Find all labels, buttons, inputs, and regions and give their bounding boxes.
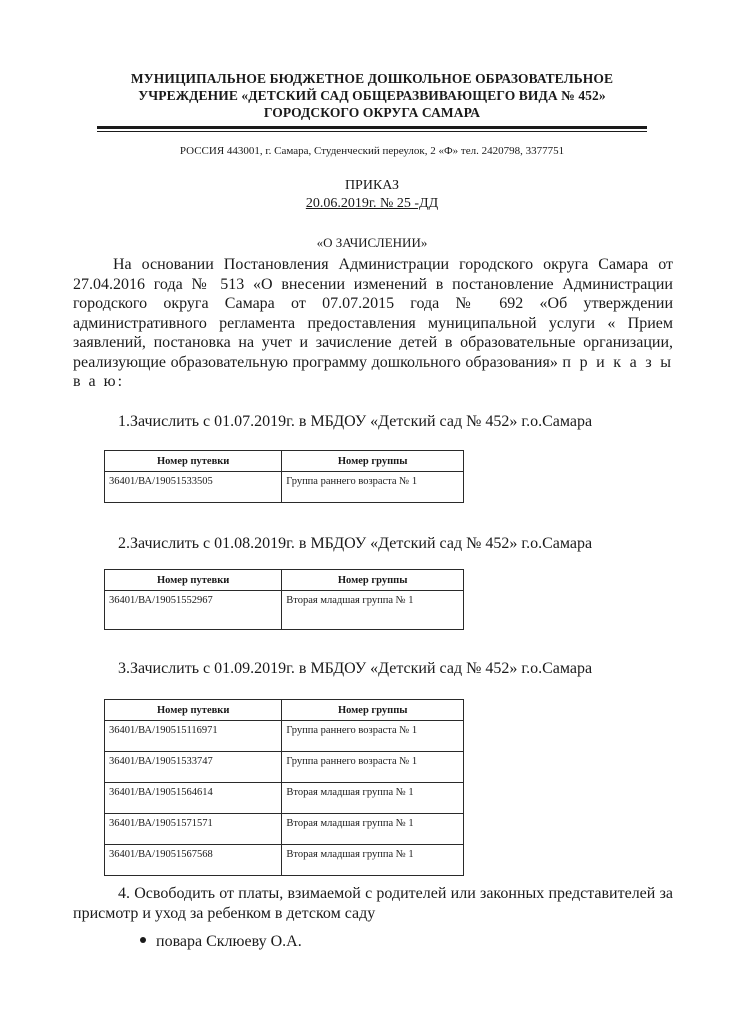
voucher-cell: 36401/ВА/19051533747 — [105, 752, 282, 783]
table-row — [105, 783, 464, 814]
group-cell: Вторая младшая группа № 1 — [282, 814, 464, 845]
voucher-cell: 36401/ВА/19051567568 — [105, 845, 282, 876]
table-row — [105, 845, 464, 876]
bullet-text: повара Склюеву О.А. — [156, 933, 302, 950]
item-2-text: 2.Зачислить с 01.08.2019г. в МБДОУ «Детский сад № 452» г.о.Самара — [118, 535, 593, 552]
header-rule-thick — [97, 126, 647, 129]
item-3-text: 3.Зачислить с 01.09.2019г. в МБДОУ «Детский сад № 452» г.о.Самара — [118, 660, 593, 677]
header-group: Номер группы — [282, 570, 464, 591]
order-date-text: 20.06.2019г. № 25 -ДД — [305, 196, 439, 211]
header-voucher: Номер путевки — [105, 570, 282, 591]
table-row — [105, 752, 464, 783]
institution-header — [60, 70, 684, 121]
header-line-1: МУНИЦИПАЛЬНОЕ БЮДЖЕТНОЕ ДОШКОЛЬНОЕ ОБРАЗОВАТЕЛЬНОЕ — [130, 71, 614, 86]
bullet-icon — [140, 937, 146, 943]
header-group: Номер группы — [282, 700, 464, 721]
bullet-item — [140, 933, 302, 951]
voucher-cell: 36401/ВА/19051552967 — [105, 591, 282, 630]
enrollment-table-3 — [104, 699, 464, 876]
order-subject: «О ЗАЧИСЛЕНИИ» — [316, 235, 428, 250]
order-date-number — [0, 196, 744, 212]
preamble-command: п р и к а з ы в а ю: — [73, 353, 673, 390]
header-group: Номер группы — [282, 451, 464, 472]
header-rule-thin — [97, 131, 647, 132]
table-row — [105, 472, 464, 503]
header-voucher: Номер путевки — [105, 451, 282, 472]
table-row — [105, 721, 464, 752]
item-4-paragraph: 4. Освободить от платы, взимаемой с родителей или законных представителей за присмотр и уход за ребенком в детском саду — [73, 885, 673, 922]
table-header-row — [105, 570, 464, 591]
header-line-3: ГОРОДСКОГО ОКРУГА САМАРА — [263, 105, 481, 120]
voucher-cell: 36401/ВА/19051564614 — [105, 783, 282, 814]
table-header-row — [105, 451, 464, 472]
group-cell: Группа раннего возраста № 1 — [282, 472, 464, 503]
group-cell: Группа раннего возраста № 1 — [282, 721, 464, 752]
group-cell: Вторая младшая группа № 1 — [282, 783, 464, 814]
table-row — [105, 814, 464, 845]
group-cell: Вторая младшая группа № 1 — [282, 591, 464, 630]
table-header-row — [105, 700, 464, 721]
voucher-cell: 36401/ВА/19051533505 — [105, 472, 282, 503]
header-line-2: УЧРЕЖДЕНИЕ «ДЕТСКИЙ САД ОБЩЕРАЗВИВАЮЩЕГО ВИДА № 452» — [138, 88, 606, 103]
header-voucher: Номер путевки — [105, 700, 282, 721]
enrollment-table-1 — [104, 450, 464, 503]
group-cell: Вторая младшая группа № 1 — [282, 845, 464, 876]
voucher-cell: 36401/ВА/190515116971 — [105, 721, 282, 752]
voucher-cell: 36401/ВА/19051571571 — [105, 814, 282, 845]
institution-address: РОССИЯ 443001, г. Самара, Студенческий переулок, 2 «Ф» тел. 2420798, 3377751 — [179, 145, 565, 157]
order-title: ПРИКАЗ — [344, 178, 400, 193]
preamble-text: На основании Постановления Администрации городского округа Самара от 27.04.2016 года № 513 «О внесении изменений в постановление Администрации городского округа Самара от 07.07.2015 года № 692 «Об утверждении административного регламента предоставления муниципальной услуги « Прием заявлений, постановка на учет и зачисление детей в образовательные организации, реализующие образовательную программу дошкольного образования» — [73, 256, 673, 371]
table-row — [105, 591, 464, 630]
item-1-text: 1.Зачислить с 01.07.2019г. в МБДОУ «Детский сад № 452» г.о.Самара — [118, 413, 593, 430]
group-cell: Группа раннего возраста № 1 — [282, 752, 464, 783]
enrollment-table-2 — [104, 569, 464, 630]
preamble-paragraph — [73, 255, 673, 392]
